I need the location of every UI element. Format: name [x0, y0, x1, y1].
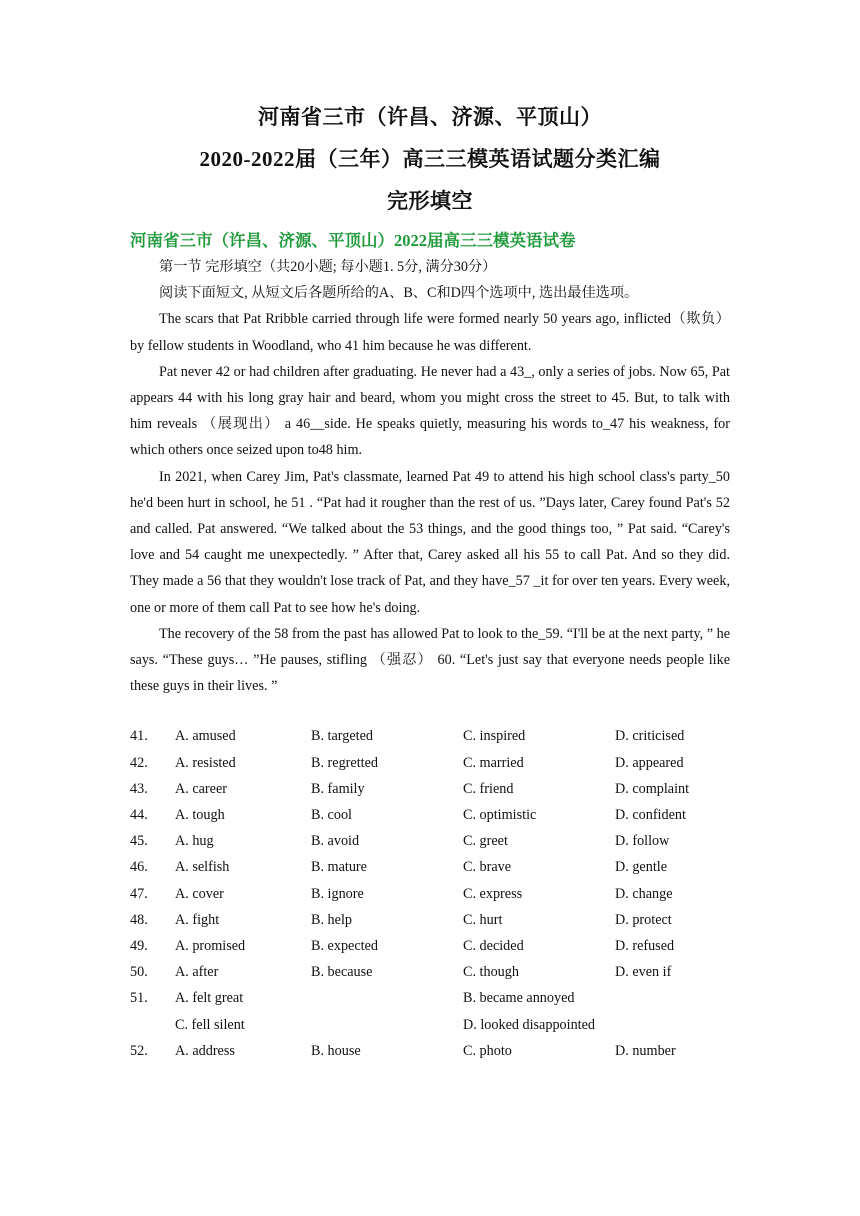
question-row — [130, 985, 730, 1011]
option-a: A. resisted — [175, 754, 236, 771]
question-number — [130, 1012, 175, 1038]
question-number: 51. — [130, 990, 148, 1007]
question-row — [130, 854, 730, 880]
option-a: A. fight — [175, 911, 220, 928]
option-d: D. protect — [615, 911, 672, 928]
instruction: 阅读下面短文, 从短文后各题所给的A、B、C和D四个选项中, 选出最佳选项。 — [159, 285, 639, 302]
document-title-line2: 2020-2022届（三年）高三三模英语试题分类汇编 — [199, 147, 661, 171]
passage-paragraph-2: Pat never 42 or had children after graduating. He never had a 43_, only a series of jobs. Now 65, Pat appears 44 with his long gray hair and beard, whom you might cross the street to 45. But, to talk with him reveals （展现出） a 46__side. He speaks quietly, measuring his words to_47 his weakness, for which others once seized upon to48 him. — [130, 363, 730, 459]
question-row — [130, 776, 730, 802]
option-b: B. help — [311, 911, 352, 928]
option-c: C. inspired — [463, 728, 526, 745]
option-c: C. though — [463, 964, 519, 981]
question-row — [130, 1012, 730, 1038]
option-d: D. follow — [615, 833, 670, 850]
question-number: 50. — [130, 964, 148, 981]
question-number: 45. — [130, 833, 148, 850]
passage-paragraph-4: The recovery of the 58 from the past has allowed Pat to look to the_59. “I'll be at the next party, ” he says. “These guys… ”He pauses, stifling （强忍） 60. “Let's just say that everyone needs people like these guys in their lives. ” — [130, 625, 730, 695]
document-page — [130, 96, 730, 1064]
option-b: B. mature — [311, 859, 367, 876]
question-number: 52. — [130, 1042, 148, 1059]
option-a: A. career — [175, 780, 227, 797]
option-c: C. friend — [463, 780, 514, 797]
option-d: D. complaint — [615, 780, 690, 797]
option-c: C. hurt — [463, 911, 503, 928]
option-d: D. gentle — [615, 859, 668, 876]
document-title-line3: 完形填空 — [387, 189, 473, 213]
option-a: A. address — [175, 1042, 235, 1059]
option-b: B. expected — [311, 937, 378, 954]
option-a: A. after — [175, 964, 219, 981]
option-a: A. amused — [175, 728, 236, 745]
option-b: B. house — [311, 1042, 361, 1059]
option-a: A. tough — [175, 807, 225, 824]
question-row — [130, 1038, 730, 1064]
section-heading: 河南省三市（许昌、济源、平顶山）2022届高三三模英语试卷 — [130, 231, 576, 250]
question-number: 43. — [130, 780, 148, 797]
option-a: A. felt great — [175, 990, 244, 1007]
option-b: B. because — [311, 964, 373, 981]
document-title-line1: 河南省三市（许昌、济源、平顶山） — [258, 105, 602, 129]
option-d: D. looked disappointed — [463, 1016, 596, 1033]
option-c: C. greet — [463, 833, 508, 850]
question-number: 46. — [130, 859, 148, 876]
question-number: 44. — [130, 807, 148, 824]
option-d: D. number — [615, 1042, 676, 1059]
question-options — [130, 723, 730, 1063]
option-a: A. hug — [175, 833, 214, 850]
option-b: B. targeted — [311, 728, 373, 745]
option-a: A. selfish — [175, 859, 230, 876]
option-d: D. even if — [615, 964, 672, 981]
option-c: C. optimistic — [463, 807, 537, 824]
question-row — [130, 723, 730, 749]
option-c: C. married — [463, 754, 524, 771]
option-c: C. decided — [463, 937, 524, 954]
option-d: D. criticised — [615, 728, 685, 745]
option-d: D. appeared — [615, 754, 684, 771]
question-number: 49. — [130, 937, 148, 954]
option-c: C. fell silent — [175, 1016, 245, 1033]
question-row — [130, 750, 730, 776]
question-row — [130, 959, 730, 985]
option-c: C. express — [463, 885, 523, 902]
question-row — [130, 802, 730, 828]
question-row — [130, 881, 730, 907]
passage-paragraph-1: The scars that Pat Rribble carried through life were formed nearly 50 years ago, inflicted（欺负） by fellow students in Woodland, who 41 him because he was different. — [130, 311, 730, 354]
option-b: B. became annoyed — [463, 990, 575, 1007]
question-row — [130, 828, 730, 854]
option-a: A. promised — [175, 937, 246, 954]
question-number: 48. — [130, 911, 148, 928]
question-number: 42. — [130, 754, 148, 771]
option-b: B. ignore — [311, 885, 364, 902]
question-row — [130, 933, 730, 959]
option-d: D. confident — [615, 807, 686, 824]
option-b: B. regretted — [311, 754, 378, 771]
option-b: B. cool — [311, 807, 352, 824]
option-a: A. cover — [175, 885, 224, 902]
option-d: D. refused — [615, 937, 675, 954]
option-b: B. family — [311, 780, 365, 797]
option-c: C. brave — [463, 859, 512, 876]
option-d: D. change — [615, 885, 673, 902]
option-c: C. photo — [463, 1042, 512, 1059]
part-label: 第一节 完形填空（共20小题; 每小题1. 5分, 满分30分） — [159, 259, 497, 275]
option-b: B. avoid — [311, 833, 360, 850]
question-row — [130, 907, 730, 933]
question-number: 47. — [130, 885, 148, 902]
passage-paragraph-3: In 2021, when Carey Jim, Pat's classmate, learned Pat 49 to attend his high school class's party_50 he'd been hurt in school, he 51 . “Pat had it rougher than the rest of us. ”Days later, Carey found Pat's 52 and called. Pat answered. “We talked about the 53 things, and the good things too, ” Pat said. “Carey's love and 54 caught me unexpectedly. ” After that, Carey asked all his 55 to call Pat. And so they did. They made a 56 that they wouldn't lose track of Pat, and they have_57 _it for over ten years. Every week, one or more of them call Pat to see how he's doing. — [130, 468, 730, 616]
question-number: 41. — [130, 728, 148, 745]
